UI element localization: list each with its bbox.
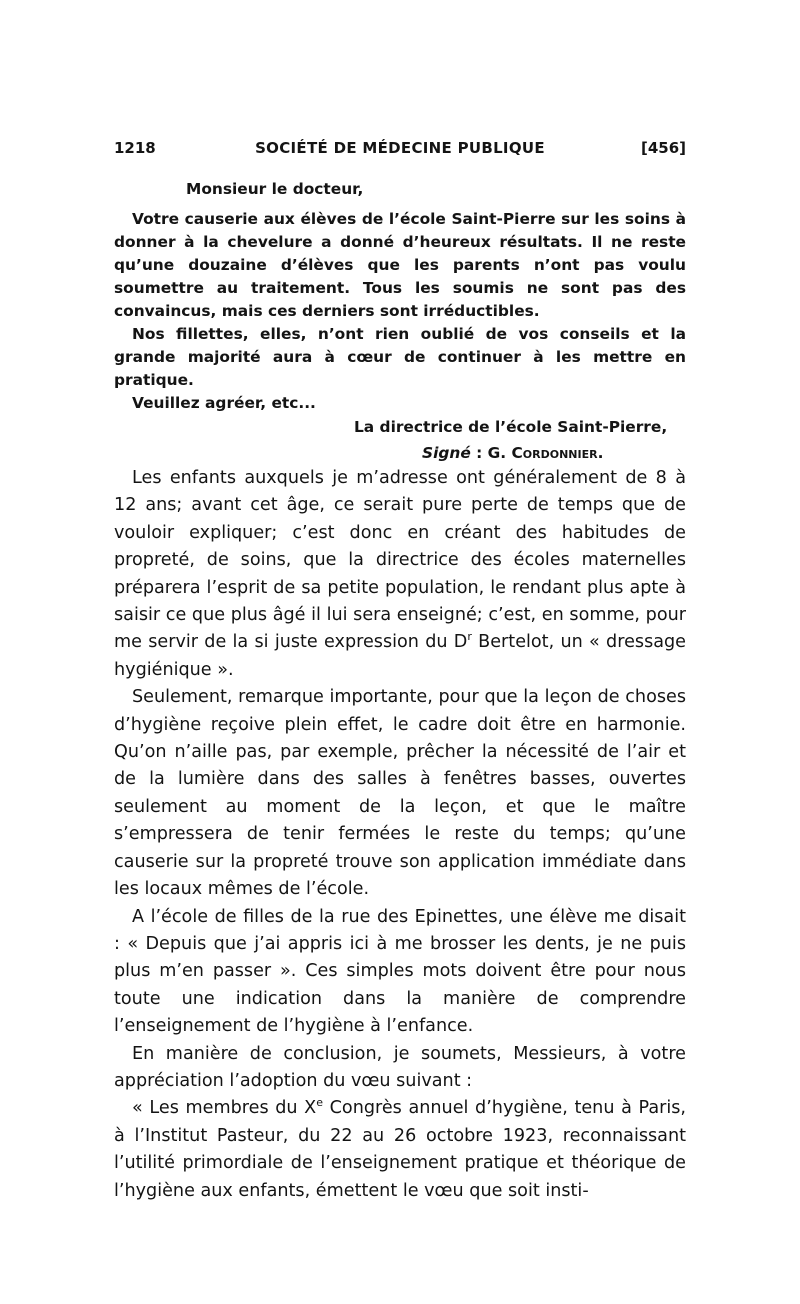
quoted-letter [114, 178, 686, 465]
running-title: SOCIÉTÉ DE MÉDECINE PUBLIQUE [255, 139, 545, 157]
main-text [114, 465, 686, 1205]
page-number: 1218 [114, 139, 156, 157]
letter-signature [114, 442, 686, 465]
superscript: e [316, 1096, 324, 1110]
page-reference: [456] [640, 139, 686, 157]
running-header [114, 139, 686, 163]
letter-salutation: Monsieur le docteur, [186, 180, 364, 198]
body-paragraph-text: « Les membres du X [132, 1098, 317, 1119]
letter-signature-title: La directrice de l’école Saint-Pierre, [354, 418, 668, 436]
body-paragraph-text: Les enfants auxquels je m’adresse ont généralement de 8 à 12 ans; avant cet âge, ce serait pure perte de temps que de vouloir expliquer; c’est donc en créant des habitudes de propreté, de soins, que la directrice des écoles maternelles préparera l’esprit de sa petite population, le rendant plus apte à saisir ce que plus âgé il lui sera enseigné; c’est, en somme, pour me servir de la si juste expression du D [114, 468, 686, 653]
body-paragraph: A l’école de filles de la rue des Epinettes, une élève me disait : « Depuis que j’ai appris ici à me brosser les dents, je ne puis plus m’en passer ». Ces simples mots doivent être pour nous toute une indication dans la manière de comprendre l’enseignement de l’hygiène à l’enfance. [114, 906, 686, 1037]
body-paragraph-text: Bertelot, un « dressage hygiénique ». [114, 632, 687, 680]
body-paragraph: En manière de conclusion, je soumets, Messieurs, à votre appréciation l’adoption du vœu suivant : [114, 1043, 686, 1091]
signature-name: : G. Cordonnier. [476, 444, 604, 462]
letter-paragraph: Votre causerie aux élèves de l’école Saint-Pierre sur les soins à donner à la chevelure a donné d’heureux résultats. Il ne reste qu’une douzaine d’élèves que les parents n’ont pas voulu soumettre au traitement. Tous les soumis ne sont pas des convaincus, mais ces derniers sont irréductibles. [114, 210, 686, 320]
body-paragraph [114, 465, 686, 684]
superscript: r [467, 630, 472, 644]
signature-signe: Signé [422, 444, 471, 462]
body-paragraph-text: Congrès annuel d’hygiène, tenu à Paris, à l’Institut Pasteur, du 22 au 26 octobre 1923, reconnaissant l’utilité primordiale de l’enseignement pratique et théorique de l’hygiène aux enfants, émettent le vœu que soit insti- [114, 1098, 686, 1201]
letter-closing: Veuillez agréer, etc... [132, 394, 316, 412]
body-paragraph: Seulement, remarque importante, pour que la leçon de choses d’hygiène reçoive plein effet, le cadre doit être en harmonie. Qu’on n’aille pas, par exemple, prêcher la nécessité de l’air et de la lumière dans des salles à fenêtres basses, ouvertes seulement au moment de la leçon, et que le maître s’empressera de tenir fermées le reste du temps; qu’une causerie sur la propreté trouve son application immédiate dans les locaux mêmes de l’école. [114, 687, 686, 900]
letter-paragraph: Nos fillettes, elles, n’ont rien oublié de vos conseils et la grande majorité aura à cœur de continuer à les mettre en pratique. [114, 325, 686, 389]
body-paragraph [114, 1095, 686, 1205]
